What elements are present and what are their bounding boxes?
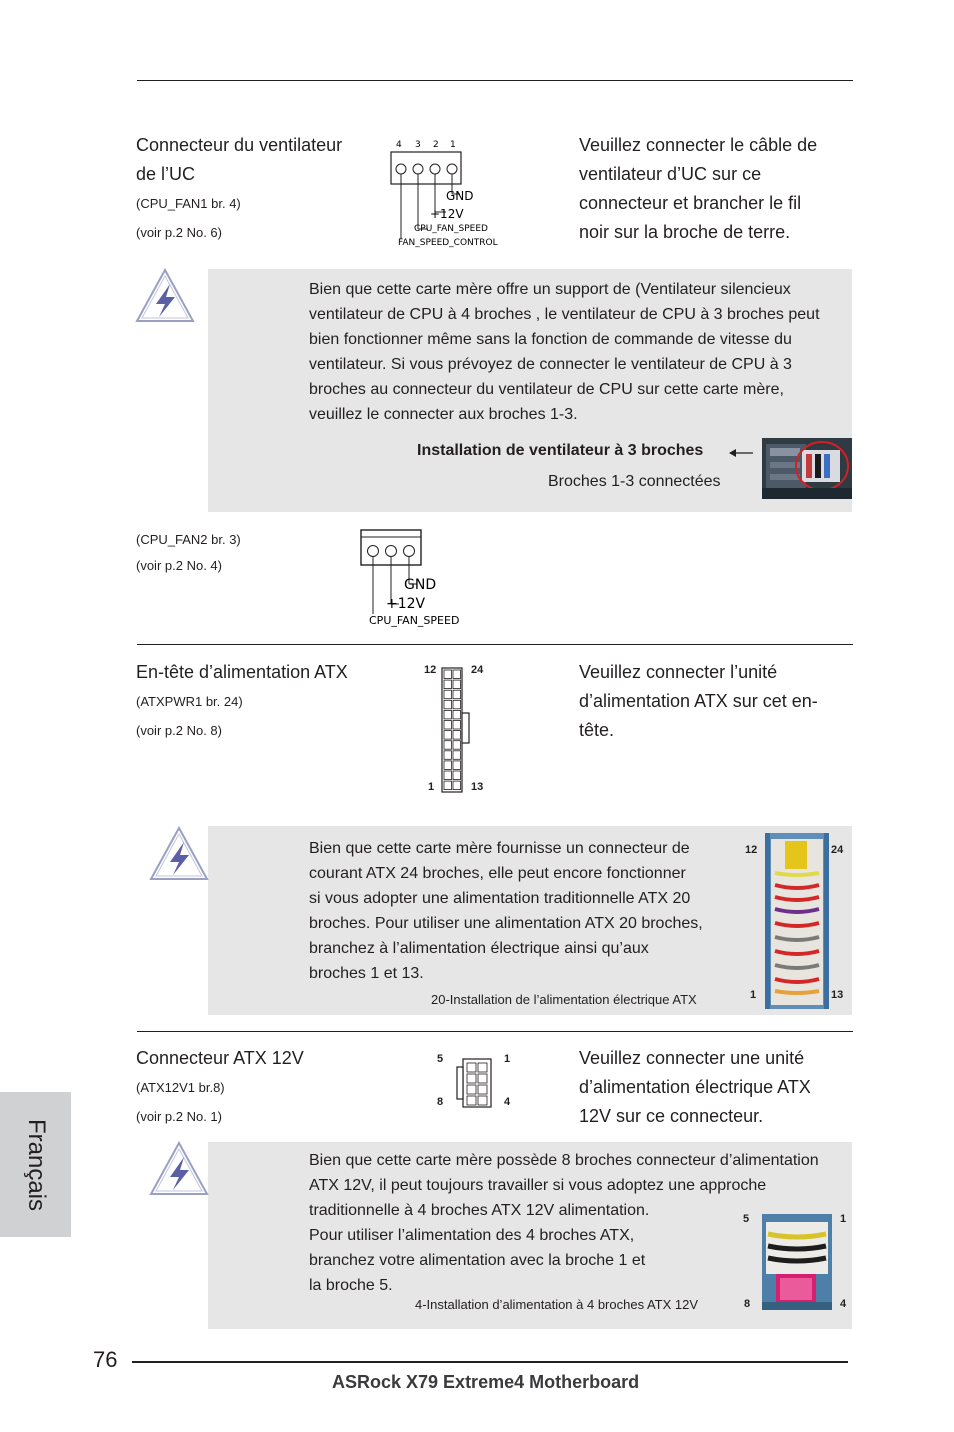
cpu-fan1-diagram — [388, 136, 518, 248]
cpu-fan2-ref: (CPU_FAN2 br. 3) — [136, 532, 241, 547]
atx-20pin-photo — [765, 833, 829, 1009]
note2-text: Bien que cette carte mère fournisse un connecteur de courant ATX 24 broches, elle peut encore fonctionner si vous adopter une alimentation traditionnelle ATX 20 broches. Pour utiliser une alimentation ATX 20 broches, branchez à l’alimentation électrique ainsi qu’aux broches 1 et 13. — [309, 840, 703, 982]
arrow-left-icon — [728, 447, 754, 459]
atx-pin-1: 1 — [428, 781, 435, 793]
cpu-fan1-see: (voir p.2 No. 6) — [136, 225, 222, 240]
atx12v-ref: (ATX12V1 br.8) — [136, 1080, 225, 1095]
note3-pin-8: 8 — [744, 1298, 751, 1310]
atx-pin-13: 13 — [471, 781, 484, 793]
cpu-fan2-see: (voir p.2 No. 4) — [136, 558, 222, 573]
atx12v-8pin-diagram — [455, 1057, 495, 1111]
atx12v-pin-8: 8 — [437, 1096, 444, 1108]
atx12v-desc: Veuillez connecter une unité d’alimentation électrique ATX 12V sur ce connecteur. — [579, 1048, 811, 1126]
atx-desc: Veuillez connecter l’unité d’alimentation ATX sur cet en- tête. — [579, 662, 818, 740]
v12-label: +12V — [430, 207, 464, 221]
control-label: FAN_SPEED_CONTROL — [398, 238, 498, 248]
cpu-fan1-ref: (CPU_FAN1 br. 4) — [136, 196, 241, 211]
note3-text: Bien que cette carte mère possède 8 broches connecteur d’alimentation ATX 12V, il peut toujours travailler si vous adoptez une approche traditionnelle à 4 broches ATX 12V alimentation. Pour utiliser l’alimentation des 4 broches ATX, branchez votre alimentation avec la broche 1 et la broche 5. — [309, 1152, 819, 1294]
atx-pin-12: 12 — [424, 664, 437, 676]
atx-title: En-tête d’alimentation ATX — [136, 662, 348, 682]
atx12v-pin-1: 1 — [504, 1053, 511, 1065]
atx-pin-24: 24 — [471, 664, 484, 676]
divider-1 — [137, 644, 853, 645]
atx-24pin-diagram — [441, 667, 471, 793]
page-number: 76 — [93, 1347, 118, 1372]
note3-pin-4: 4 — [840, 1298, 847, 1310]
cpu-fan1-desc: Veuillez connecter le câble de ventilateur d’UC sur ce connecteur et brancher le fil noir sur la broche de terre. — [579, 135, 818, 242]
atx-see: (voir p.2 No. 8) — [136, 723, 222, 738]
top-rule — [137, 80, 853, 81]
warning-icon — [148, 825, 210, 883]
note1-text: Bien que cette carte mère offre un support de (Ventilateur silencieux ventilateur de CPU à 4 broches , le ventilateur de CPU à 3 broches peut bien fonctionner même sans la fonction de commande de vitesse du ventilateur. Si vous prévoyez de connecter le ventilateur de CPU à 3 broches au connecteur du ventilateur de CPU sur cette carte mère, veuillez le connecter aux broches 1-3. — [309, 281, 820, 423]
language-tab-label: Français — [22, 1118, 50, 1211]
footer-product: ASRock X79 Extreme4 Motherboard — [332, 1372, 640, 1392]
language-tab — [0, 1092, 71, 1237]
atx12v-4pin-photo — [762, 1214, 832, 1310]
cpu-fan1-title: Connecteur du ventilateur de l’UC — [136, 135, 343, 184]
atx12v-pin-5: 5 — [437, 1053, 444, 1065]
gnd-label: GND — [446, 189, 474, 203]
atx12v-title: Connecteur ATX 12V — [136, 1048, 304, 1068]
note3-pin-1: 1 — [840, 1213, 847, 1225]
divider-2 — [137, 1031, 853, 1032]
v12-label: +12V — [386, 596, 426, 612]
note2-caption: 20-Installation de l’alimentation électrique ATX — [431, 992, 697, 1007]
warning-icon — [134, 267, 196, 325]
speed-label: CPU_FAN_SPEED — [414, 224, 488, 234]
install-3pin-title: Installation de ventilateur à 3 broches — [417, 442, 704, 459]
install-3pin-sub: Broches 1-3 connectées — [548, 473, 721, 490]
atx-ref: (ATXPWR1 br. 24) — [136, 694, 243, 709]
note2-pin-24: 24 — [831, 844, 844, 856]
fan-3pin-photo — [762, 438, 852, 499]
pin-label-1: 1 — [450, 140, 456, 150]
note3-pin-5: 5 — [743, 1213, 750, 1225]
note2-pin-13: 13 — [831, 989, 844, 1001]
atx12v-see: (voir p.2 No. 1) — [136, 1109, 222, 1124]
warning-icon — [148, 1140, 210, 1198]
footer-rule — [132, 1361, 848, 1363]
note2-pin-12: 12 — [745, 844, 758, 856]
atx12v-pin-4: 4 — [504, 1096, 511, 1108]
speed-label: CPU_FAN_SPEED — [369, 614, 460, 627]
gnd-label: GND — [404, 577, 437, 593]
cpu-fan2-diagram — [357, 526, 477, 630]
note3-caption: 4-Installation d’alimentation à 4 broches ATX 12V — [415, 1297, 699, 1312]
pin-label-2: 2 — [433, 140, 439, 150]
pin-label-3: 3 — [415, 140, 421, 150]
pin-label-4: 4 — [396, 140, 402, 150]
note2-pin-1: 1 — [750, 989, 757, 1001]
